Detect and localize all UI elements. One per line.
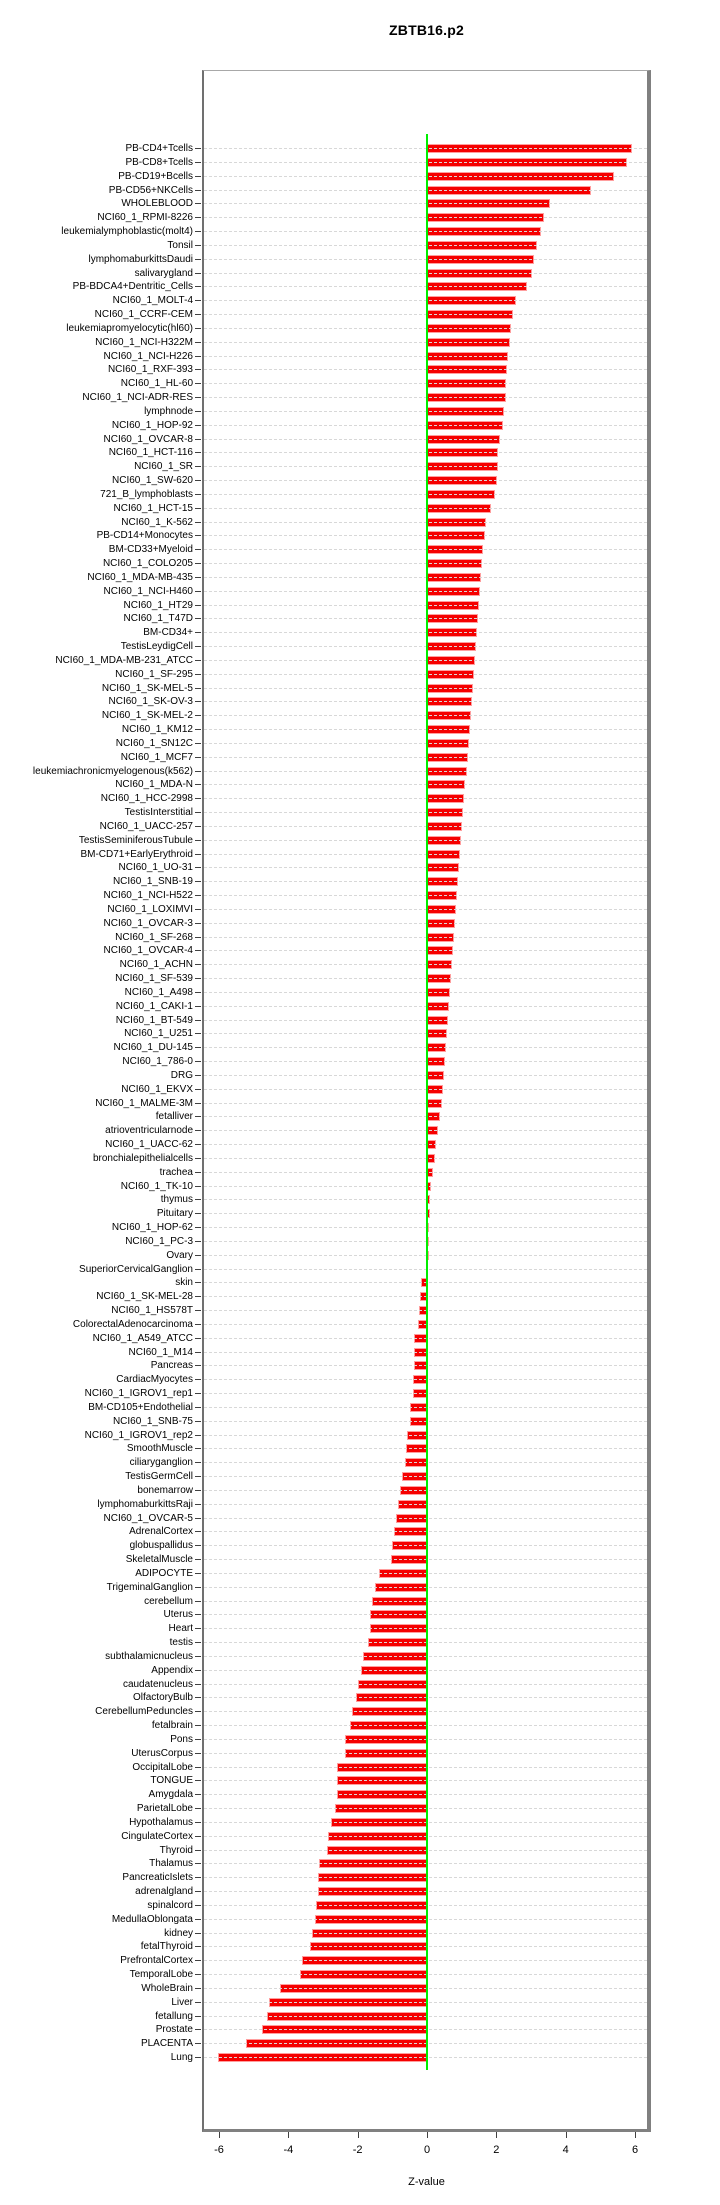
x-tick <box>288 2132 289 2138</box>
y-tick <box>195 356 201 357</box>
category-label: NCI60_1_SK-MEL-2 <box>101 710 193 722</box>
chart-title: ZBTB16.p2 <box>389 22 464 38</box>
category-label: NCI60_1_CAKI-1 <box>115 1000 193 1012</box>
category-label: NCI60_1_ACHN <box>119 959 193 971</box>
y-tick <box>195 1158 201 1159</box>
y-tick <box>195 715 201 716</box>
y-tick <box>195 1269 201 1270</box>
category-label: NCI60_1_LOXIMVI <box>107 903 193 915</box>
category-label: NCI60_1_SF-295 <box>115 668 193 680</box>
category-label: Uterus <box>163 1609 193 1621</box>
x-axis-label: Z-value <box>408 2176 445 2188</box>
category-label: CardiacMyocytes <box>116 1374 193 1386</box>
x-tick-label: -2 <box>352 2144 363 2156</box>
y-tick <box>195 148 201 149</box>
category-label: leukemiachronicmyelogenous(k562) <box>32 765 193 777</box>
category-label: Thalamus <box>149 1858 193 1870</box>
category-label: PB-CD8+Tcells <box>125 156 193 168</box>
category-label: MedullaOblongata <box>111 1913 193 1925</box>
y-tick <box>195 286 201 287</box>
category-label: PrefrontalCortex <box>120 1955 193 1967</box>
category-label: NCI60_1_K-562 <box>121 516 193 528</box>
y-tick <box>195 369 201 370</box>
category-label: caudatenucleus <box>122 1678 193 1690</box>
category-label: bonemarrow <box>137 1484 193 1496</box>
category-label: NCI60_1_HCT-15 <box>113 502 193 514</box>
category-label: Lung <box>170 2052 193 2064</box>
category-label: NCI60_1_SR <box>134 461 193 473</box>
y-tick <box>195 895 201 896</box>
y-tick <box>195 1711 201 1712</box>
category-label: lymphomaburkittsRaji <box>97 1498 193 1510</box>
category-label: TemporalLobe <box>129 1969 193 1981</box>
category-label: skin <box>175 1277 193 1289</box>
y-tick <box>195 840 201 841</box>
y-tick <box>195 854 201 855</box>
y-tick <box>195 1794 201 1795</box>
y-tick <box>195 1352 201 1353</box>
category-label: ColorectalAdenocarcinoma <box>72 1318 193 1330</box>
category-label: testis <box>169 1637 193 1649</box>
y-tick <box>195 1421 201 1422</box>
category-label: NCI60_1_MDA-N <box>115 779 193 791</box>
zero-line <box>426 134 428 2070</box>
y-tick <box>195 1628 201 1629</box>
category-label: NCI60_1_NCI-H322M <box>95 336 193 348</box>
category-label: NCI60_1_U251 <box>124 1028 193 1040</box>
category-label: NCI60_1_SK-MEL-28 <box>96 1291 193 1303</box>
y-tick <box>195 1877 201 1878</box>
category-label: salivarygland <box>134 267 193 279</box>
y-tick <box>195 1255 201 1256</box>
x-tick <box>219 2132 220 2138</box>
y-tick <box>195 1850 201 1851</box>
y-tick <box>195 784 201 785</box>
y-tick <box>195 452 201 453</box>
y-tick <box>195 1531 201 1532</box>
y-tick <box>195 950 201 951</box>
category-label: BM-CD34+ <box>143 627 193 639</box>
category-label: ciliaryganglion <box>129 1457 193 1469</box>
y-tick <box>195 466 201 467</box>
y-tick <box>195 411 201 412</box>
category-label: Hypothalamus <box>129 1816 193 1828</box>
y-tick <box>195 1545 201 1546</box>
category-label: NCI60_1_BT-549 <box>115 1014 193 1026</box>
category-label: NCI60_1_SW-620 <box>112 475 193 487</box>
category-label: NCI60_1_SK-OV-3 <box>108 696 193 708</box>
category-label: NCI60_1_MALME-3M <box>95 1097 193 1109</box>
category-label: NCI60_1_OVCAR-5 <box>103 1512 193 1524</box>
category-label: ParietalLobe <box>136 1803 193 1815</box>
category-label: CerebellumPeduncles <box>95 1706 193 1718</box>
y-tick <box>195 259 201 260</box>
x-tick <box>358 2132 359 2138</box>
category-label: NCI60_1_RXF-393 <box>107 364 193 376</box>
y-tick <box>195 1227 201 1228</box>
y-tick <box>195 383 201 384</box>
y-tick <box>195 729 201 730</box>
y-tick <box>195 1379 201 1380</box>
category-label: Appendix <box>151 1664 193 1676</box>
y-tick <box>195 577 201 578</box>
y-tick <box>195 273 201 274</box>
y-tick <box>195 1241 201 1242</box>
category-label: NCI60_1_MDA-MB-231_ATCC <box>55 654 193 666</box>
category-label: OlfactoryBulb <box>132 1692 193 1704</box>
y-tick <box>195 964 201 965</box>
y-tick <box>195 771 201 772</box>
category-label: PLACENTA <box>140 2038 193 2050</box>
category-label: NCI60_1_RPMI-8226 <box>97 212 193 224</box>
y-tick <box>195 1863 201 1864</box>
x-tick <box>635 2132 636 2138</box>
y-tick <box>195 2029 201 2030</box>
y-tick <box>195 203 201 204</box>
y-tick <box>195 1476 201 1477</box>
y-tick <box>195 618 201 619</box>
y-tick <box>195 480 201 481</box>
y-tick <box>195 909 201 910</box>
y-tick <box>195 328 201 329</box>
category-label: fetalbrain <box>151 1720 193 1732</box>
y-tick <box>195 1448 201 1449</box>
category-label: BM-CD71+EarlyErythroid <box>80 848 193 860</box>
y-tick <box>195 1753 201 1754</box>
category-label: PB-BDCA4+Dentritic_Cells <box>72 281 193 293</box>
y-tick <box>195 591 201 592</box>
y-tick <box>195 1365 201 1366</box>
y-tick <box>195 2043 201 2044</box>
category-label: fetalThyroid <box>140 1941 193 1953</box>
y-tick <box>195 1960 201 1961</box>
y-tick <box>195 1213 201 1214</box>
category-label: NCI60_1_IGROV1_rep2 <box>84 1429 193 1441</box>
y-tick <box>195 231 201 232</box>
y-tick <box>195 494 201 495</box>
y-tick <box>195 1310 201 1311</box>
y-tick <box>195 1684 201 1685</box>
category-label: PB-CD4+Tcells <box>125 143 193 154</box>
category-label: NCI60_1_A549_ATCC <box>92 1332 193 1344</box>
category-label: TrigeminalGanglion <box>106 1581 193 1593</box>
category-label: NCI60_1_NCI-H460 <box>103 585 193 597</box>
category-label: Pituitary <box>156 1208 193 1220</box>
y-tick <box>195 1075 201 1076</box>
y-tick <box>195 1614 201 1615</box>
y-tick <box>195 1656 201 1657</box>
y-tick <box>195 632 201 633</box>
category-label: NCI60_1_MCF7 <box>120 751 193 763</box>
y-tick <box>195 1033 201 1034</box>
y-tick <box>195 1089 201 1090</box>
y-tick <box>195 2002 201 2003</box>
category-label: lymphomaburkittsDaudi <box>88 253 193 265</box>
x-tick <box>427 2132 428 2138</box>
category-label: NCI60_1_OVCAR-3 <box>103 917 193 929</box>
category-label: NCI60_1_SNB-19 <box>112 876 193 888</box>
category-label: NCI60_1_SNB-75 <box>112 1415 193 1427</box>
category-label: NCI60_1_SN12C <box>115 737 193 749</box>
category-label: Tonsil <box>167 239 193 251</box>
y-tick <box>195 1670 201 1671</box>
category-label: 721_B_lymphoblasts <box>100 488 193 500</box>
y-tick <box>195 881 201 882</box>
category-label: NCI60_1_HOP-62 <box>111 1222 193 1234</box>
y-tick <box>195 176 201 177</box>
category-label: fetalliver <box>155 1111 193 1123</box>
y-tick <box>195 1103 201 1104</box>
category-label: bronchialepithelialcells <box>92 1152 193 1164</box>
category-label: NCI60_1_SF-268 <box>115 931 193 943</box>
category-label: NCI60_1_MOLT-4 <box>112 295 193 307</box>
category-label: NCI60_1_HS578T <box>111 1305 193 1317</box>
y-tick <box>195 1988 201 1989</box>
category-label: NCI60_1_PC-3 <box>125 1235 193 1247</box>
y-tick <box>195 1407 201 1408</box>
category-label: Pons <box>170 1733 193 1745</box>
y-tick <box>195 1739 201 1740</box>
y-tick <box>195 660 201 661</box>
category-label: TONGUE <box>150 1775 193 1787</box>
y-tick <box>195 992 201 993</box>
category-label: fetallung <box>155 2010 193 2022</box>
category-label: OccipitalLobe <box>132 1761 193 1773</box>
category-label: BM-CD105+Endothelial <box>88 1401 193 1413</box>
y-tick <box>195 1282 201 1283</box>
y-tick <box>195 937 201 938</box>
y-tick <box>195 162 201 163</box>
y-tick <box>195 245 201 246</box>
category-label: SuperiorCervicalGanglion <box>79 1263 193 1275</box>
y-tick <box>195 1836 201 1837</box>
y-tick <box>195 522 201 523</box>
category-label: TestisGermCell <box>125 1471 193 1483</box>
y-tick <box>195 1587 201 1588</box>
category-label: Prostate <box>155 2024 193 2036</box>
y-tick <box>195 978 201 979</box>
y-tick <box>195 1006 201 1007</box>
y-tick <box>195 2057 201 2058</box>
category-label: TestisInterstitial <box>124 807 193 819</box>
y-tick <box>195 1919 201 1920</box>
category-label: WHOLEBLOOD <box>121 198 193 210</box>
category-label: NCI60_1_DU-145 <box>113 1042 193 1054</box>
category-label: NCI60_1_HT29 <box>123 599 193 611</box>
y-tick <box>195 190 201 191</box>
y-tick <box>195 1504 201 1505</box>
y-tick <box>195 1199 201 1200</box>
category-label: NCI60_1_NCI-H226 <box>103 350 193 362</box>
y-tick <box>195 1573 201 1574</box>
category-label: Ovary <box>166 1249 193 1261</box>
y-tick <box>195 397 201 398</box>
category-label: ADIPOCYTE <box>135 1567 193 1579</box>
y-tick <box>195 2016 201 2017</box>
category-label: subthalamicnucleus <box>105 1650 193 1662</box>
category-label: NCI60_1_KM12 <box>121 724 193 736</box>
category-label: NCI60_1_OVCAR-8 <box>103 433 193 445</box>
y-tick <box>195 1891 201 1892</box>
y-tick <box>195 439 201 440</box>
category-label: BM-CD33+Myeloid <box>108 544 193 556</box>
category-label: NCI60_1_HCC-2998 <box>100 793 193 805</box>
y-tick <box>195 674 201 675</box>
x-tick-label: 4 <box>562 2144 569 2156</box>
y-tick <box>195 1974 201 1975</box>
y-tick <box>195 688 201 689</box>
category-label: UterusCorpus <box>131 1747 193 1759</box>
category-label: SmoothMuscle <box>126 1443 193 1455</box>
category-label: TestisSeminiferousTubule <box>78 834 193 846</box>
category-label: NCI60_1_NCI-H522 <box>103 890 193 902</box>
y-tick <box>195 743 201 744</box>
x-tick-label: -4 <box>283 2144 294 2156</box>
y-tick <box>195 1144 201 1145</box>
category-label: NCI60_1_UO-31 <box>118 862 193 874</box>
y-tick <box>195 1490 201 1491</box>
category-label: AdrenalCortex <box>129 1526 193 1538</box>
category-label: NCI60_1_A498 <box>124 986 193 998</box>
category-label: Heart <box>168 1623 193 1635</box>
y-tick <box>195 508 201 509</box>
category-label: NCI60_1_OVCAR-4 <box>103 945 193 957</box>
y-tick <box>195 549 201 550</box>
category-label: NCI60_1_HCT-116 <box>108 447 193 459</box>
category-label: NCI60_1_T47D <box>123 613 193 625</box>
category-label: thymus <box>160 1194 193 1206</box>
category-label: NCI60_1_HOP-92 <box>111 419 193 431</box>
category-label: globuspallidus <box>129 1540 193 1552</box>
y-tick <box>195 1518 201 1519</box>
category-label: NCI60_1_MDA-MB-435 <box>87 571 193 583</box>
y-tick <box>195 1725 201 1726</box>
category-label: NCI60_1_TK-10 <box>120 1180 193 1192</box>
category-label: leukemialymphoblastic(molt4) <box>61 226 193 237</box>
category-label: kidney <box>164 1927 193 1939</box>
category-label: Amygdala <box>148 1789 193 1801</box>
y-tick <box>195 826 201 827</box>
y-tick <box>195 1905 201 1906</box>
y-tick <box>195 425 201 426</box>
category-label: spinalcord <box>147 1899 193 1911</box>
x-tick-label: 0 <box>423 2144 431 2156</box>
y-tick <box>195 1393 201 1394</box>
category-label: CingulateCortex <box>121 1830 193 1842</box>
category-label: leukemiapromyelocytic(hl60) <box>66 322 193 334</box>
category-label: NCI60_1_M14 <box>128 1346 193 1358</box>
y-tick <box>195 1462 201 1463</box>
x-tick-label: 2 <box>493 2144 500 2156</box>
category-label: NCI60_1_UACC-257 <box>99 820 193 832</box>
y-tick <box>195 1047 201 1048</box>
category-label: lymphnode <box>144 405 193 417</box>
y-tick <box>195 1601 201 1602</box>
y-tick <box>195 605 201 606</box>
category-label: PB-CD14+Monocytes <box>96 530 193 542</box>
category-label: NCI60_1_SK-MEL-5 <box>101 682 193 694</box>
y-tick <box>195 757 201 758</box>
y-tick <box>195 867 201 868</box>
category-label: NCI60_1_IGROV1_rep1 <box>84 1388 193 1400</box>
y-tick <box>195 798 201 799</box>
y-tick <box>195 1822 201 1823</box>
category-label: NCI60_1_COLO205 <box>102 558 193 570</box>
y-tick <box>195 646 201 647</box>
x-tick-label: 6 <box>631 2144 639 2156</box>
y-tick <box>195 342 201 343</box>
y-tick <box>195 701 201 702</box>
y-tick <box>195 1116 201 1117</box>
y-tick <box>195 217 201 218</box>
category-label: NCI60_1_EKVX <box>121 1083 193 1095</box>
category-label: SkeletalMuscle <box>125 1554 193 1566</box>
category-label: adrenalgland <box>135 1886 193 1898</box>
category-label: WholeBrain <box>141 1982 193 1994</box>
y-tick <box>195 1296 201 1297</box>
y-tick <box>195 1172 201 1173</box>
category-label: DRG <box>170 1069 193 1081</box>
y-tick <box>195 1324 201 1325</box>
category-label: TestisLeydigCell <box>120 641 193 653</box>
category-label: trachea <box>159 1166 193 1178</box>
category-label: Liver <box>171 1996 193 2008</box>
y-tick <box>195 535 201 536</box>
y-tick <box>195 1559 201 1560</box>
y-tick <box>195 1642 201 1643</box>
y-tick <box>195 563 201 564</box>
y-tick <box>195 1808 201 1809</box>
y-tick <box>195 314 201 315</box>
y-tick <box>195 1186 201 1187</box>
y-tick <box>195 1767 201 1768</box>
y-tick <box>195 300 201 301</box>
category-label: PB-CD19+Bcells <box>118 170 193 182</box>
category-label: NCI60_1_CCRF-CEM <box>94 309 193 320</box>
category-label: atrioventricularnode <box>105 1125 193 1137</box>
y-tick <box>195 1780 201 1781</box>
category-label: NCI60_1_786-0 <box>122 1056 193 1068</box>
x-tick <box>496 2132 497 2138</box>
y-tick <box>195 1338 201 1339</box>
y-tick <box>195 1946 201 1947</box>
category-label: cerebellum <box>144 1595 193 1607</box>
category-label: PB-CD56+NKCells <box>108 184 193 196</box>
y-tick <box>195 1020 201 1021</box>
y-tick <box>195 923 201 924</box>
category-label: NCI60_1_SF-539 <box>115 973 193 985</box>
y-tick <box>195 1435 201 1436</box>
category-label: PancreaticIslets <box>122 1872 193 1884</box>
y-tick <box>195 812 201 813</box>
category-label: NCI60_1_UACC-62 <box>105 1139 193 1151</box>
y-tick <box>195 1697 201 1698</box>
category-label: NCI60_1_HL-60 <box>120 378 193 390</box>
y-tick <box>195 1933 201 1934</box>
y-tick <box>195 1061 201 1062</box>
category-label: Pancreas <box>150 1360 193 1372</box>
y-tick <box>195 1130 201 1131</box>
x-tick-label: -6 <box>214 2144 224 2156</box>
category-label: NCI60_1_NCI-ADR-RES <box>82 392 193 403</box>
x-tick <box>566 2132 567 2138</box>
category-label: Thyroid <box>159 1844 193 1856</box>
